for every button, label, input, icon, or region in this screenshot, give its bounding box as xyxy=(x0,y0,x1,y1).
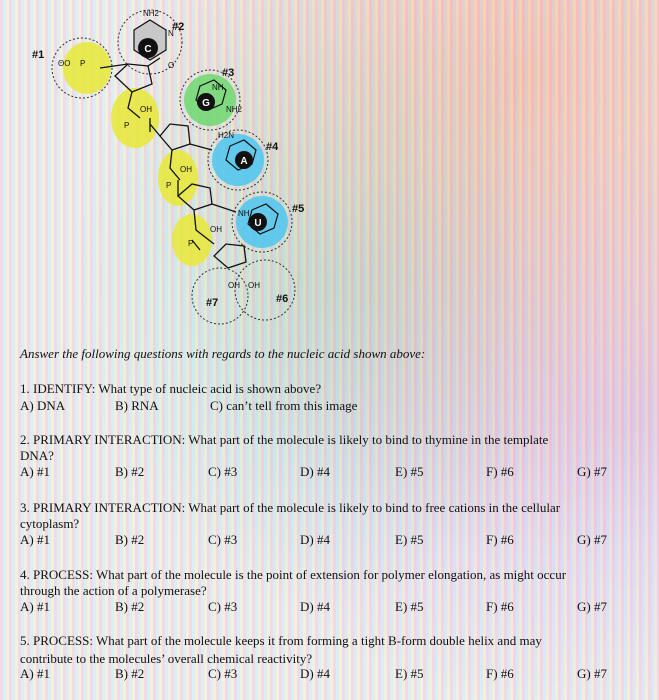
label-1: #1 xyxy=(32,49,45,61)
question-4-text: 4. PROCESS: What part of the molecule is the point of extension for polymer elongation, as might occur xyxy=(20,567,567,582)
q3-option-b[interactable]: B) #2 xyxy=(115,532,145,547)
atom-neg-o: ΘO xyxy=(58,59,71,68)
atom-p-3: P xyxy=(166,181,172,190)
base-u: U xyxy=(254,218,262,229)
q4-option-e[interactable]: E) #5 xyxy=(395,599,424,614)
atom-nh: NH xyxy=(212,83,224,92)
q4-option-f[interactable]: F) #6 xyxy=(486,599,514,614)
atom-p-4: P xyxy=(188,239,194,248)
base-g: G xyxy=(202,98,210,109)
instructions-heading: Answer the following questions with regards to the nucleic acid shown above: xyxy=(20,346,426,361)
base-c: C xyxy=(144,44,152,55)
base-a: A xyxy=(240,156,248,167)
question-2-text-cont: DNA? xyxy=(20,448,54,463)
atom-nh2-top: NH2 xyxy=(143,9,160,18)
q2-option-g[interactable]: G) #7 xyxy=(577,464,607,479)
q5-option-a[interactable]: A) #1 xyxy=(20,666,50,681)
atom-p-2: P xyxy=(124,121,130,130)
question-4-options xyxy=(20,599,640,617)
question-4-text-cont: through the action of a polymerase? xyxy=(20,583,207,598)
q1-option-a[interactable]: A) DNA xyxy=(20,398,66,413)
q3-option-f[interactable]: F) #6 xyxy=(486,532,514,547)
atom-oh-3: OH xyxy=(210,225,222,234)
q5-option-e[interactable]: E) #5 xyxy=(395,666,424,681)
question-1-options xyxy=(20,398,640,416)
q4-option-d[interactable]: D) #4 xyxy=(300,599,330,614)
label-3: #3 xyxy=(222,67,235,79)
q3-option-a[interactable]: A) #1 xyxy=(20,532,50,547)
q4-option-b[interactable]: B) #2 xyxy=(115,599,145,614)
q4-option-c[interactable]: C) #3 xyxy=(208,599,238,614)
q5-option-d[interactable]: D) #4 xyxy=(300,666,330,681)
question-1-text: 1. IDENTIFY: What type of nucleic acid is shown above? xyxy=(20,381,322,396)
atom-nh2: NH2 xyxy=(226,105,243,114)
q5-option-b[interactable]: B) #2 xyxy=(115,666,145,681)
atom-o: O xyxy=(168,61,175,70)
q4-option-a[interactable]: A) #1 xyxy=(20,599,50,614)
label-6: #6 xyxy=(276,293,289,305)
atom-oh-4: OH xyxy=(228,281,240,290)
atom-p: P xyxy=(80,59,86,68)
q3-option-e[interactable]: E) #5 xyxy=(395,532,424,547)
nucleic-acid-diagram xyxy=(0,0,659,330)
question-5-text: 5. PROCESS: What part of the molecule keeps it from forming a tight B-form double helix and may xyxy=(20,633,542,648)
q2-option-a[interactable]: A) #1 xyxy=(20,464,50,479)
q3-option-c[interactable]: C) #3 xyxy=(208,532,238,547)
q2-option-c[interactable]: C) #3 xyxy=(208,464,238,479)
atom-oh-2: OH xyxy=(180,165,192,174)
q5-option-g[interactable]: G) #7 xyxy=(577,666,607,681)
atom-h2n: H2N xyxy=(218,131,235,140)
question-5-options xyxy=(20,666,640,684)
question-3-text: 3. PRIMARY INTERACTION: What part of the molecule is likely to bind to free cations in the cellular xyxy=(20,500,561,515)
q1-option-b[interactable]: B) RNA xyxy=(115,398,159,413)
question-5-text-cont: contribute to the molecules’ overall chemical reactivity? xyxy=(20,651,313,666)
q5-option-c[interactable]: C) #3 xyxy=(208,666,238,681)
atom-oh-1: OH xyxy=(140,105,152,114)
q3-option-g[interactable]: G) #7 xyxy=(577,532,607,547)
question-2-text: 2. PRIMARY INTERACTION: What part of the molecule is likely to bind to thymine in the template xyxy=(20,432,549,447)
q2-option-f[interactable]: F) #6 xyxy=(486,464,514,479)
q2-option-b[interactable]: B) #2 xyxy=(115,464,145,479)
q2-option-d[interactable]: D) #4 xyxy=(300,464,330,479)
question-3-text-cont: cytoplasm? xyxy=(20,516,80,531)
atom-oh-5: OH xyxy=(248,281,260,290)
label-4: #4 xyxy=(266,141,279,153)
q1-option-c[interactable]: C) can’t tell from this image xyxy=(210,398,358,413)
label-2: #2 xyxy=(172,21,185,33)
atom-n: N xyxy=(168,29,174,38)
q5-option-f[interactable]: F) #6 xyxy=(486,666,514,681)
q4-option-g[interactable]: G) #7 xyxy=(577,599,607,614)
atom-nh-u: NH xyxy=(238,209,250,218)
label-5: #5 xyxy=(292,203,305,215)
label-7: #7 xyxy=(206,297,219,309)
q3-option-d[interactable]: D) #4 xyxy=(300,532,330,547)
q2-option-e[interactable]: E) #5 xyxy=(395,464,424,479)
question-3-options xyxy=(20,532,640,550)
question-2-options xyxy=(20,464,640,482)
